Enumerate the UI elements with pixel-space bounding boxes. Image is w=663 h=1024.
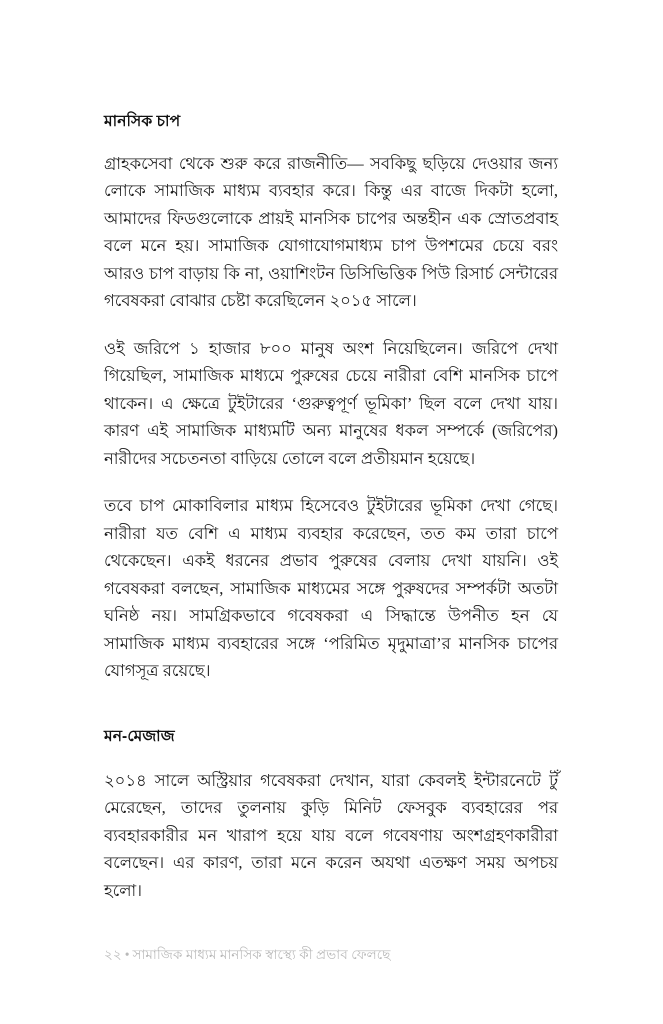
paragraph: ওই জরিপে ১ হাজার ৮০০ মানুষ অংশ নিয়েছিলেন। জরিপে দেখা গিয়েছিল, সামাজিক মাধ্যমে পুরুষের চেয়ে নারীরা বেশি মানসিক চাপে থাকেন। এ ক্ষেত্রে টুইটারের ‘গুরুত্বপূর্ণ ভূমিকা’ ছিল বলে দেখা যায়। কারণ এই সামাজিক মাধ্যমটি অন্য মানুষের ধকল সম্পর্কে (জরিপের) নারীদের সচেতনতা বাড়িয়ে তোলে বলে প্রতীয়মান হয়েছে।	[104, 338, 558, 468]
footer-running-title: সামাজিক মাধ্যম মানসিক স্বাস্থ্যে কী প্রভাব ফেলছে	[132, 947, 391, 963]
footer-page-number: ২২	[104, 947, 122, 963]
paragraph: তবে চাপ মোকাবিলার মাধ্যম হিসেবেও টুইটারের ভূমিকা দেখা গেছে। নারীরা যত বেশি এ মাধ্যম ব্যবহার করেছেন, তত কম তারা চাপে থেকেছেন। একই ধরনের প্রভাব পুরুষের বেলায় দেখা যায়নি। ওই গবেষকরা বলছেন, সামাজিক মাধ্যমের সঙ্গে পুরুষদের সম্পর্কটা অতটা ঘনিষ্ঠ নয়। সামগ্রিকভাবে গবেষকরা এ সিদ্ধান্তে উপনীত হন যে সামাজিক মাধ্যম ব্যবহারের সঙ্গে ‘পরিমিত মৃদুমাত্রা’র মানসিক চাপের যোগসূত্র রয়েছে।	[104, 496, 558, 681]
paragraph: গ্রাহকসেবা থেকে শুরু করে রাজনীতি— সবকিছু ছড়িয়ে দেওয়ার জন্য লোকে সামাজিক মাধ্যম ব্যবহার করে। কিন্তু এর বাজে দিকটা হলো, আমাদের ফিডগুলোকে প্রায়ই মানসিক চাপের অন্তহীন এক স্রোতপ্রবাহ বলে মনে হয়। সামাজিক যোগাযোগমাধ্যম চাপ উপশমের চেয়ে বরং আরও চাপ বাড়ায় কি না, ওয়াশিংটন ডিসিভিত্তিক পিউ রিসার্চ সেন্টারের গবেষকরা বোঝার চেষ্টা করেছিলেন ২০১৫ সালে।	[104, 153, 558, 311]
footer-separator-bullet: •	[124, 947, 130, 963]
section-heading-mood: মন-মেজাজ	[104, 727, 175, 745]
page-content	[104, 112, 558, 904]
page-footer	[104, 946, 564, 964]
paragraph: ২০১৪ সালে অস্ট্রিয়ার গবেষকরা দেখান, যারা কেবলই ইন্টারনেটে টুঁ মেরেছেন, তাদের তুলনায় কুড়ি মিনিট ফেসবুক ব্যবহারের পর ব্যবহারকারীর মন খারাপ হয়ে যায় বলে গবেষণায় অংশগ্রহণকারীরা বলেছেন। এর কারণ, তারা মনে করেন অযথা এতক্ষণ সময় অপচয় হলো।	[104, 770, 558, 900]
section-heading-mental-stress: মানসিক চাপ	[104, 113, 181, 130]
